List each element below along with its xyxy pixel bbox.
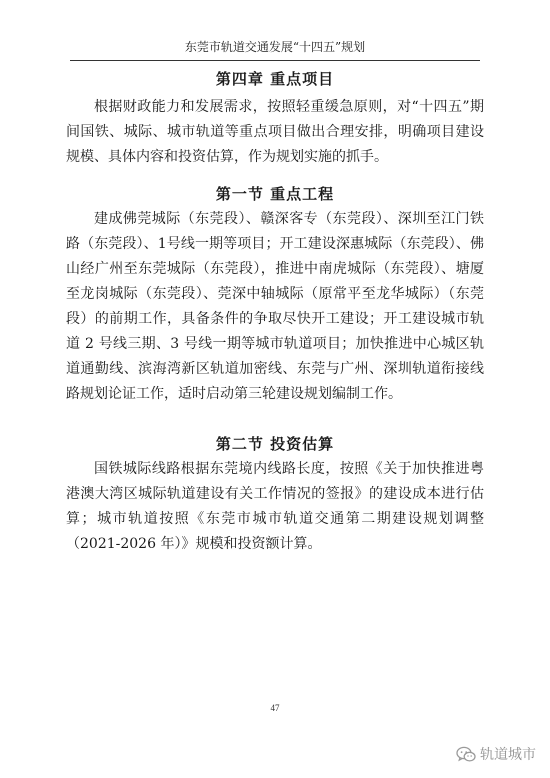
source-watermark — [456, 744, 536, 764]
key-projects-paragraph: 建成佛莞城际（东莞段）、赣深客专（东莞段）、深圳至江门铁路（东莞段）、1号线一期等项目；开工建设深惠城际（东莞段）、佛山经广州至东莞城际（东莞段），推进中南虎城际（东莞段）、塘厦至龙岗城际（东莞段）、莞深中轴城际（原常平至龙华城际）（东莞段）的前期工作，具备条件的争取尽快开工建设；开工建设城市轨道 2 号线三期、3 号线一期等城市轨道项目；加快推进中心城区轨道通勤线、滨海湾新区轨道加密线、东莞与广州、深圳轨道衔接线路规划论证工作，适时启动第三轮建设规划编制工作。 — [66, 211, 484, 402]
chapter-title: 第四章 重点项目 — [215, 70, 335, 88]
wechat-icon — [456, 746, 476, 763]
section-title-investment-estimate: 第二节 投资估算 — [215, 435, 335, 453]
page-number: 47 — [270, 703, 280, 713]
investment-estimate-paragraph: 国铁城际线路根据东莞境内线路长度，按照《关于加快推进粤港澳大湾区城际轨道建设有关工作情况的签报》的建设成本进行估算；城市轨道按照《东莞市城市轨道交通第二期建设规划调整（2021-2026 年）》规模和投资额计算。 — [66, 461, 484, 552]
section-title-key-projects: 第一节 重点工程 — [215, 185, 335, 203]
running-header: 东莞市轨道交通发展“十四五”规划 — [70, 38, 480, 61]
chapter-intro-paragraph: 根据财政能力和发展需求，按照轻重缓急原则，对“十四五”期间国铁、城际、城市轨道等重点项目做出合理安排，明确项目建设规模、具体内容和投资估算，作为规划实施的抓手。 — [66, 99, 484, 165]
watermark-label: 轨道城市 — [480, 747, 536, 763]
